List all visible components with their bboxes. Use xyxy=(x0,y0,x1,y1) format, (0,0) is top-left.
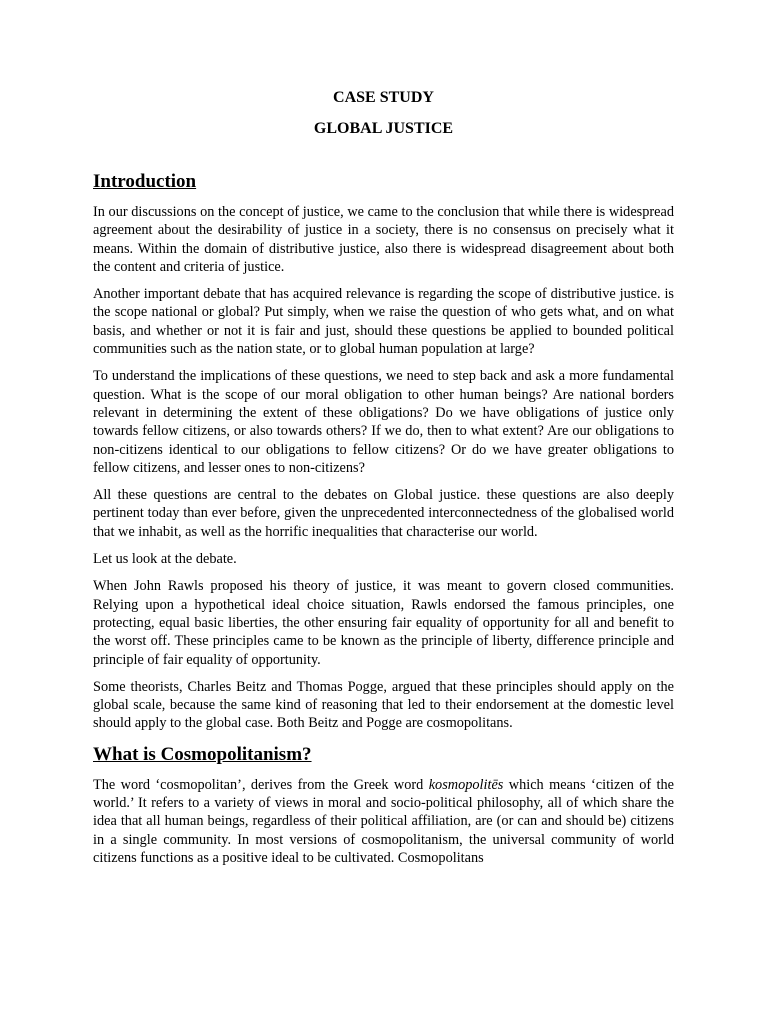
intro-paragraph-3: To understand the implications of these questions, we need to step back and ask a more fundamental question. What is the scope of our moral obligation to other human beings? Are national borders relevant in determining the extent of these obligations? Do we have obligations of justice only towards fellow citizens, or also towards others? If we do, then to what extent? Are our obligations to non-citizens identical to our obligations to fellow citizens? Or do we have greater obligations to fellow citizens, and lesser ones to non-citizens? xyxy=(93,368,674,476)
intro-paragraph-6: When John Rawls proposed his theory of justice, it was meant to govern closed communities. Relying upon a hypothetical ideal choice situation, Rawls endorsed the famous principles, one protecting, equal basic liberties, the other ensuring fair equality of opportunity for all and benefit to the worst off. These principles came to be known as the principle of liberty, difference principle and principle of fair equality of opportunity. xyxy=(93,578,674,668)
intro-paragraph-7: Some theorists, Charles Beitz and Thomas Pogge, argued that these principles should apply on the global scale, because the same kind of reasoning that led to their endorsement at the domestic level should apply to the global case. Both Beitz and Pogge are cosmopolitans. xyxy=(93,678,674,732)
greek-term: kosmopolitēs xyxy=(428,776,504,793)
intro-paragraph-4: All these questions are central to the debates on Global justice. these questions are also deeply pertinent today than ever before, given the unprecedented interconnectedness of the globalised world that we inhabit, as well as the horrific inequalities that characterise our world. xyxy=(93,487,674,540)
intro-paragraph-5: Let us look at the debate. xyxy=(93,551,237,568)
cosmo-text-before: The word ‘cosmopolitan’, derives from the Greek word xyxy=(93,776,429,793)
cosmopolitanism-heading: What is Cosmopolitanism? xyxy=(93,743,312,765)
intro-paragraph-1: In our discussions on the concept of justice, we came to the conclusion that while there is widespread agreement about the desirability of justice in a society, there is no consensus on precisely what it means. Within the domain of distributive justice, also there is widespread disagreement about both the content and criteria of justice. xyxy=(93,204,674,275)
cosmopolitanism-paragraph xyxy=(93,776,674,867)
document-page xyxy=(93,86,674,867)
document-title: CASE STUDY xyxy=(333,89,434,106)
document-subtitle: GLOBAL JUSTICE xyxy=(313,120,454,137)
intro-paragraph-2: Another important debate that has acquired relevance is regarding the scope of distributive justice. is the scope national or global? Put simply, when we raise the question of who gets what, and on what basis, and whether or not it is fair and just, should these questions be applied to bounded political communities such as the nation state, or to global human population at large? xyxy=(93,286,674,358)
cosmo-text-after: which means ‘citizen of the world.’ It refers to a variety of views in moral and socio-political philosophy, all of which share the idea that all human beings, regardless of their political affiliation, are (or can and should be) citizens in a single community. In most versions of cosmopolitanism, the universal community of world citizens functions as a positive ideal to be cultivated. Cosmopolitans xyxy=(93,776,675,866)
introduction-heading: Introduction xyxy=(93,171,197,192)
